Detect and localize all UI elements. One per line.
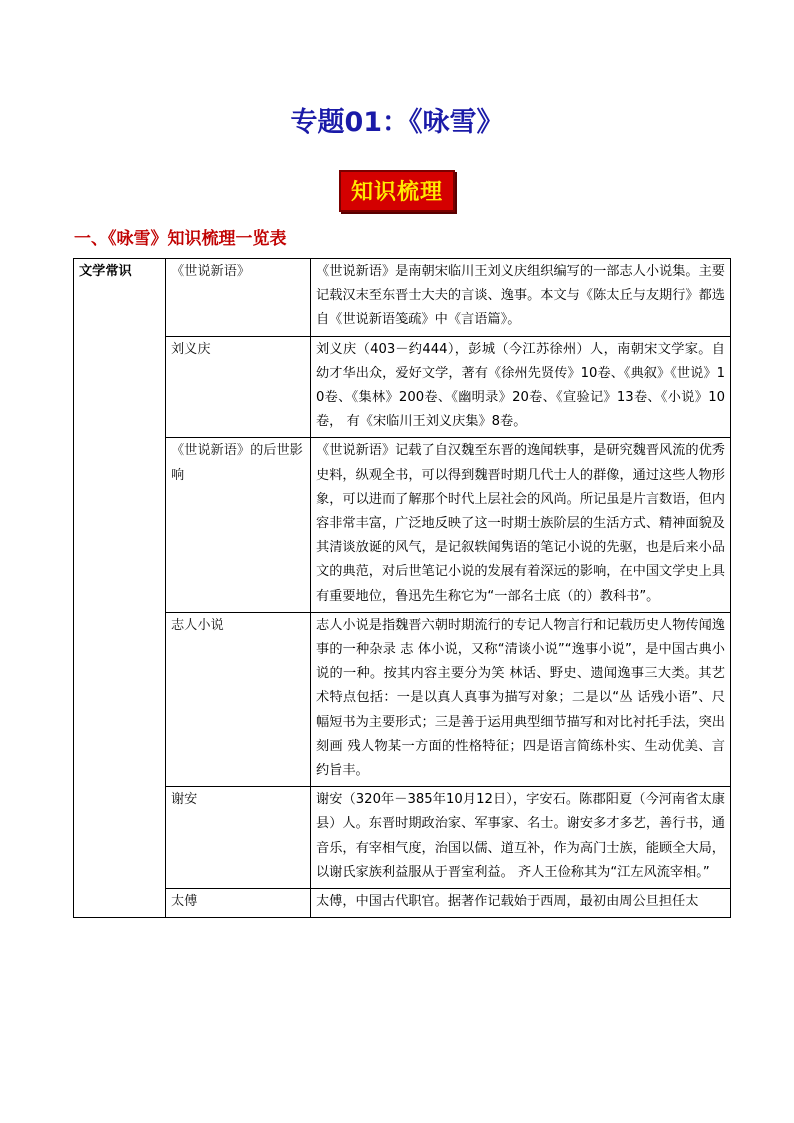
category-cell: 文学常识 <box>74 259 166 918</box>
table-row <box>74 259 731 337</box>
section-banner: 知识梳理 <box>339 170 455 212</box>
banner-wrapper <box>0 170 794 212</box>
table-row <box>74 612 731 786</box>
term-cell: 志人小说 <box>166 612 311 786</box>
page-title: 专题01：《咏雪》 <box>290 107 504 138</box>
table-row <box>74 889 731 918</box>
table-row <box>74 336 731 438</box>
term-cell: 《世说新语》的后世影响 <box>166 438 311 612</box>
description-cell: 《世说新语》记载了自汉魏至东晋的逸闻轶事，是研究魏晋风流的优秀史料，纵观全书，可以得到魏晋时期几代士人的群像，通过这些人物形象，可以进而了解那个时代上层社会的风尚。所记虽是片言数语，但内容非常丰富，广泛地反映了这一时期士族阶层的生活方式、精神面貌及其清谈放诞的风气，是记叙轶闻隽语的笔记小说的先驱，也是后来小品文的典范，对后世笔记小说的发展有着深远的影响，在中国文学史上具有重要地位，鲁迅先生称它为“一部名士底（的）教科书”。 <box>311 438 731 612</box>
description-cell: 太傅，中国古代职官。据著作记载始于西周，最初由周公旦担任太 <box>311 889 731 918</box>
description-cell: 志人小说是指魏晋六朝时期流行的专记人物言行和记载历史人物传闻逸事的一种杂录 志 体小说，又称“清谈小说”“逸事小说”，是中国古典小说的一种。按其内容主要分为笑 林话、野史、遗闻逸事三大类。其艺术特点包括：一是以真人真事为描写对象；二是以“丛 话残小语”、尺幅短书为主要形式；三是善于运用典型细节描写和对比衬托手法，突出刻画 残人物某一方面的性格特征；四是语言简练朴实、生动优美、言约旨丰。 <box>311 612 731 786</box>
term-cell: 太傅 <box>166 889 311 918</box>
table-row <box>74 787 731 889</box>
description-cell: 谢安（320年－385年10月12日），字安石。陈郡阳夏（今河南省太康县）人。东晋时期政治家、军事家、名士。谢安多才多艺，善行书，通音乐，有宰相气度，治国以儒、道互补，作为高门士族，能顾全大局，以谢氏家族利益服从于晋室利益。 齐人王俭称其为“江左风流宰相。” <box>311 787 731 889</box>
description-cell: 刘义庆（403－约444），彭城（今江苏徐州）人，南朝宋文学家。自幼才华出众，爱好文学，著有《徐州先贤传》10卷、《典叙》《世说》10卷、《集林》200卷、《幽明录》20卷、《宣验记》13卷、《小说》10卷， 有《宋临川王刘义庆集》8卷。 <box>311 336 731 438</box>
knowledge-table <box>73 258 731 918</box>
term-cell: 刘义庆 <box>166 336 311 438</box>
section-heading: 一、《咏雪》知识梳理一览表 <box>74 229 287 249</box>
term-cell: 《世说新语》 <box>166 259 311 337</box>
term-cell: 谢安 <box>166 787 311 889</box>
description-cell: 《世说新语》是南朝宋临川王刘义庆组织编写的一部志人小说集。主要记载汉末至东晋士大夫的言谈、逸事。本文与《陈太丘与友期行》都选自《世说新语笺疏》中《言语篇》。 <box>311 259 731 337</box>
table-row <box>74 438 731 612</box>
